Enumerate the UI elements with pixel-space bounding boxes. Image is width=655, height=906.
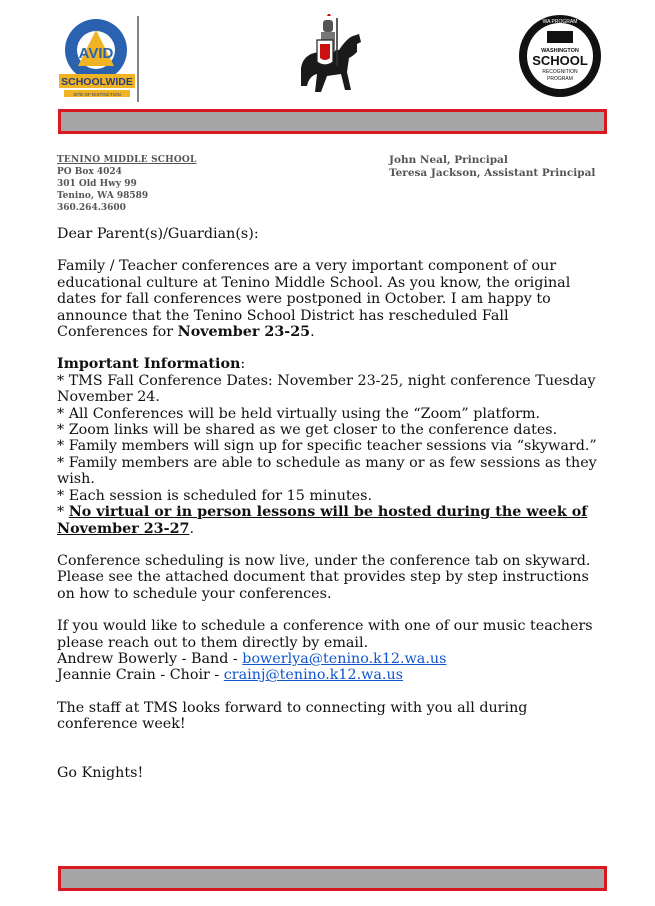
info-bullet-warning (57, 504, 602, 537)
letter-body (57, 226, 602, 781)
bullet-end: . (189, 520, 195, 537)
header-banner (58, 109, 607, 134)
phone-number: 360.264.3600 (57, 203, 126, 213)
band-contact (57, 651, 602, 667)
choir-email-link[interactable]: crainj@tenino.k12.wa.us (223, 667, 404, 684)
info-heading: Important Information (57, 356, 241, 373)
band-label: Andrew Bowerly - Band - (57, 650, 243, 667)
washington-school-recognition-seal (517, 13, 603, 99)
intro-dates: November 23-25 (177, 324, 311, 341)
avid-banner-text: SCHOOLWIDE (61, 76, 133, 88)
principal-name: John Neal, Principal (389, 154, 508, 166)
avid-logo-text: AVID (78, 45, 114, 62)
footer-banner (58, 866, 607, 891)
info-bullet: * Family members are able to schedule as many or as few sessions as they wish. (57, 454, 597, 488)
school-address (57, 154, 196, 214)
closing-paragraph: The staff at TMS looks forward to connecting with you all during conference week! (57, 699, 528, 733)
knight-on-horse-logo (287, 14, 371, 98)
bullet-prefix: * (57, 504, 69, 521)
choir-contact (57, 667, 602, 683)
signoff: Go Knights! (57, 764, 144, 781)
choir-label: Jeannie Crain - Choir - (57, 667, 224, 684)
seal-ring-text: WA PROGRAM (542, 19, 578, 25)
address-line: PO Box 4024 (57, 167, 122, 177)
info-colon: : (240, 356, 246, 373)
info-heading-line (57, 356, 602, 372)
staff-list (389, 154, 595, 180)
info-bullet: * Zoom links will be shared as we get closer to the conference dates. (57, 422, 558, 439)
greeting: Dear Parent(s)/Guardian(s): (57, 226, 259, 242)
seal-line1: WASHINGTON (541, 48, 579, 54)
intro-paragraph (57, 258, 602, 340)
intro-text: Family / Teacher conferences are a very important component of our educational culture at Tenino Middle School. As you know, the original dates for fall conferences were postponed in October. I am happy to announce that the Tenino School District has rescheduled Fall Conferences for (57, 258, 571, 341)
no-lessons-notice: No virtual or in person lessons will be hosted during the week of November 23-27 (57, 504, 588, 537)
info-bullet: * Each session is scheduled for 15 minutes. (57, 487, 373, 504)
address-line: 301 Old Hwy 99 (57, 179, 137, 189)
avid-schoolwide-logo (56, 16, 140, 102)
music-intro: If you would like to schedule a conference with one of our music teachers please reach out to them directly by email. (57, 618, 593, 651)
info-bullet: * Family members will sign up for specific teacher sessions via “skyward.” (57, 438, 597, 455)
school-name: TENINO MIDDLE SCHOOL (57, 155, 197, 165)
info-bullet: * TMS Fall Conference Dates: November 23-25, night conference Tuesday November 24. (57, 372, 596, 406)
info-bullet: * All Conferences will be held virtually using the “Zoom” platform. (57, 405, 541, 422)
seal-line2: SCHOOL (532, 53, 588, 68)
assistant-principal-name: Teresa Jackson, Assistant Principal (389, 167, 596, 179)
address-line: Tenino, WA 98589 (57, 191, 149, 201)
scheduling-paragraph: Conference scheduling is now live, under the conference tab on skyward. Please see the attached document that provides step by step instructions on how to schedule your conferences. (57, 552, 591, 602)
intro-end: . (310, 324, 315, 341)
avid-sub-text: SITE OF DISTINCTION (73, 92, 121, 97)
seal-line4: PROGRAM (547, 76, 573, 82)
seal-line3: RECOGNITION (542, 69, 578, 75)
band-email-link[interactable]: bowerlya@tenino.k12.wa.us (242, 650, 447, 667)
